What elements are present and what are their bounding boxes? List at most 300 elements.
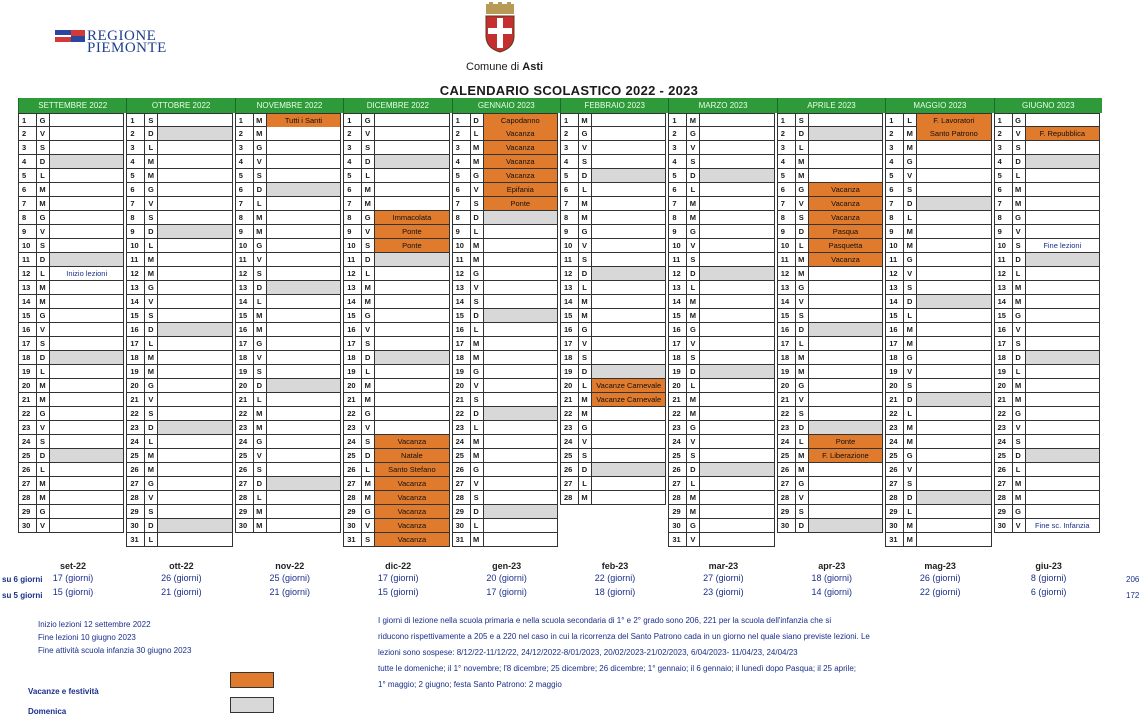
day-row (235, 267, 341, 281)
day-number: 19 (19, 365, 37, 378)
day-row (777, 519, 883, 533)
day-row (560, 169, 666, 183)
day-event (158, 197, 231, 210)
day-row (994, 239, 1100, 253)
day-row (343, 365, 449, 379)
day-row (452, 141, 558, 155)
day-row (777, 281, 883, 295)
weekday-letter: S (795, 211, 809, 224)
day-number: 8 (453, 211, 471, 224)
day-row (994, 113, 1100, 127)
weekday-letter: L (795, 239, 809, 252)
day-number: 1 (236, 114, 254, 127)
weekday-letter: D (686, 463, 700, 476)
weekday-letter: G (470, 169, 484, 182)
day-number: 13 (127, 281, 145, 294)
day-event (592, 253, 665, 266)
weekday-letter: V (578, 435, 592, 448)
day-row (994, 281, 1100, 295)
day-number: 18 (669, 351, 687, 364)
day-number: 24 (561, 435, 579, 448)
day-event: Vacanza (809, 253, 882, 266)
weekday-letter: D (1012, 253, 1026, 266)
day-number: 18 (778, 351, 796, 364)
day-row (560, 267, 666, 281)
day-event (484, 505, 557, 518)
weekday-letter: G (36, 407, 50, 420)
day-number: 6 (453, 183, 471, 196)
weekday-letter: M (686, 309, 700, 322)
day-number: 14 (19, 295, 37, 308)
weekday-letter: G (795, 281, 809, 294)
day-number: 6 (778, 183, 796, 196)
day-event (158, 407, 231, 420)
day-row (668, 379, 774, 393)
weekday-letter: S (253, 169, 267, 182)
day-number: 10 (19, 239, 37, 252)
day-row (994, 337, 1100, 351)
day-event (700, 239, 773, 252)
weekday-letter: V (470, 477, 484, 490)
day-number: 8 (344, 211, 362, 224)
weekday-letter: D (36, 351, 50, 364)
day-event (50, 337, 123, 350)
day-number: 14 (995, 295, 1013, 308)
day-number: 27 (669, 477, 687, 490)
weekday-letter: D (361, 253, 375, 266)
weekday-letter: V (144, 197, 158, 210)
day-row (994, 379, 1100, 393)
weekday-letter: S (903, 281, 917, 294)
day-row (18, 491, 124, 505)
day-event (917, 505, 990, 518)
day-event (50, 491, 123, 504)
day-number: 15 (669, 309, 687, 322)
day-number: 7 (886, 197, 904, 210)
day-row (777, 477, 883, 491)
day-number: 10 (995, 239, 1013, 252)
weekday-letter: S (795, 505, 809, 518)
day-number: 22 (127, 407, 145, 420)
weekday-letter: G (903, 253, 917, 266)
day-number: 7 (127, 197, 145, 210)
day-event (700, 421, 773, 434)
day-number: 5 (995, 169, 1013, 182)
day-number: 7 (995, 197, 1013, 210)
day-number: 27 (236, 477, 254, 490)
day-event (809, 127, 882, 140)
month-summary (895, 561, 985, 597)
day-row (452, 155, 558, 169)
day-event (700, 337, 773, 350)
day-row (885, 281, 991, 295)
day-row (235, 519, 341, 533)
day-event (484, 491, 557, 504)
day-row (452, 519, 558, 533)
day-event (158, 435, 231, 448)
weekday-letter: S (361, 533, 375, 546)
weekday-letter: V (1012, 519, 1026, 532)
day-row (343, 225, 449, 239)
day-event (484, 379, 557, 392)
day-event (50, 239, 123, 252)
weekday-letter: M (1012, 379, 1026, 392)
day-row (560, 365, 666, 379)
day-event (50, 127, 123, 140)
day-number: 18 (995, 351, 1013, 364)
day-row (18, 435, 124, 449)
day-row (668, 211, 774, 225)
note-infanzia: Fine attività scuola infanzia 30 giugno 2023 (38, 646, 192, 655)
day-event (592, 211, 665, 224)
day-number: 11 (561, 253, 579, 266)
weekday-letter: G (686, 225, 700, 238)
day-number: 24 (453, 435, 471, 448)
day-number: 24 (19, 435, 37, 448)
day-number: 14 (886, 295, 904, 308)
day-row (777, 435, 883, 449)
day-number: 13 (19, 281, 37, 294)
day-row (343, 505, 449, 519)
day-number: 18 (127, 351, 145, 364)
weekday-letter: V (253, 253, 267, 266)
day-row (235, 505, 341, 519)
comune-asti-logo (466, 2, 544, 73)
day-event (375, 155, 448, 168)
weekday-letter: M (1012, 393, 1026, 406)
day-event (1026, 253, 1099, 266)
day-event (267, 183, 340, 196)
day-row (885, 267, 991, 281)
day-row (452, 337, 558, 351)
day-event (158, 477, 231, 490)
day-number: 3 (453, 141, 471, 154)
weekday-letter: S (1012, 141, 1026, 154)
summary-six-days: 26 (giorni) (161, 573, 202, 583)
day-event (1026, 323, 1099, 336)
day-event (917, 351, 990, 364)
weekday-letter: G (36, 114, 50, 127)
day-event (375, 169, 448, 182)
day-event (267, 323, 340, 336)
day-event (50, 407, 123, 420)
day-event (158, 155, 231, 168)
day-row (994, 407, 1100, 421)
weekday-letter: D (686, 169, 700, 182)
day-number: 4 (995, 155, 1013, 168)
day-event (809, 337, 882, 350)
day-event (50, 114, 123, 127)
day-row (18, 253, 124, 267)
weekday-letter: M (686, 407, 700, 420)
day-row (18, 449, 124, 463)
day-number: 5 (19, 169, 37, 182)
day-event (700, 533, 773, 546)
weekday-letter: G (361, 211, 375, 224)
day-number: 17 (236, 337, 254, 350)
day-row (18, 225, 124, 239)
weekday-letter: M (144, 155, 158, 168)
weekday-letter: S (36, 337, 50, 350)
day-number: 10 (561, 239, 579, 252)
summary-six-days: 17 (giorni) (377, 573, 419, 583)
day-number: 4 (561, 155, 579, 168)
weekday-letter: L (578, 477, 592, 490)
day-row (126, 253, 232, 267)
day-number: 7 (236, 197, 254, 210)
day-event (158, 365, 231, 378)
day-number: 22 (886, 407, 904, 420)
weekday-letter: V (470, 183, 484, 196)
day-event (267, 169, 340, 182)
day-row (18, 141, 124, 155)
day-row (560, 127, 666, 141)
day-row (560, 491, 666, 505)
day-row (235, 407, 341, 421)
day-number: 28 (886, 491, 904, 504)
weekday-letter: D (578, 463, 592, 476)
day-number: 26 (236, 463, 254, 476)
day-row (235, 113, 341, 127)
day-number: 14 (127, 295, 145, 308)
weekday-letter: M (795, 155, 809, 168)
day-event (267, 225, 340, 238)
day-row (560, 379, 666, 393)
day-row (126, 281, 232, 295)
day-number: 20 (236, 379, 254, 392)
day-number: 19 (453, 365, 471, 378)
day-event (592, 155, 665, 168)
day-number: 19 (778, 365, 796, 378)
day-number: 12 (669, 267, 687, 280)
day-event (700, 351, 773, 364)
day-row (994, 505, 1100, 519)
day-row (668, 309, 774, 323)
day-number: 7 (453, 197, 471, 210)
weekday-letter: D (361, 449, 375, 462)
weekday-letter: V (36, 127, 50, 140)
day-number: 26 (453, 463, 471, 476)
day-number: 1 (344, 114, 362, 127)
day-number: 22 (344, 407, 362, 420)
day-row (18, 393, 124, 407)
day-number: 2 (561, 127, 579, 140)
day-row (994, 365, 1100, 379)
day-number: 5 (236, 169, 254, 182)
day-row (668, 505, 774, 519)
weekday-letter: M (903, 519, 917, 532)
day-event (50, 141, 123, 154)
day-number: 7 (778, 197, 796, 210)
day-row (452, 309, 558, 323)
weekday-letter: M (578, 114, 592, 127)
weekday-letter: M (470, 239, 484, 252)
weekday-letter: M (903, 435, 917, 448)
weekday-letter: V (36, 323, 50, 336)
day-number: 6 (995, 183, 1013, 196)
day-number: 28 (995, 491, 1013, 504)
weekday-letter: V (253, 155, 267, 168)
day-event (700, 225, 773, 238)
weekday-letter: L (36, 365, 50, 378)
day-row (994, 519, 1100, 533)
day-number: 12 (236, 267, 254, 280)
month-header-row (18, 98, 1102, 113)
weekday-letter: S (578, 351, 592, 364)
day-event (1026, 309, 1099, 322)
day-event (917, 323, 990, 336)
day-number: 28 (561, 491, 579, 504)
day-event (592, 309, 665, 322)
weekday-letter: V (686, 533, 700, 546)
day-event (50, 449, 123, 462)
day-row (126, 127, 232, 141)
day-number: 15 (453, 309, 471, 322)
legend-holiday-label: Vacanze e festività (28, 687, 99, 696)
weekday-letter: D (903, 197, 917, 210)
day-event (375, 295, 448, 308)
day-row (885, 337, 991, 351)
summary-six-days: 18 (giorni) (811, 573, 853, 583)
weekday-letter: D (578, 169, 592, 182)
day-number: 20 (344, 379, 362, 392)
day-row (777, 463, 883, 477)
day-number: 1 (669, 114, 687, 127)
weekday-letter: S (36, 141, 50, 154)
day-event: F. Repubblica (1026, 127, 1099, 140)
day-number: 27 (127, 477, 145, 490)
day-number: 20 (669, 379, 687, 392)
weekday-letter: V (578, 141, 592, 154)
day-number: 9 (19, 225, 37, 238)
day-event (484, 477, 557, 490)
day-number: 26 (561, 463, 579, 476)
weekday-letter: V (470, 281, 484, 294)
day-number: 9 (236, 225, 254, 238)
day-row (126, 519, 232, 533)
day-event: Vacanza (375, 505, 448, 518)
day-number: 26 (344, 463, 362, 476)
day-event: Vacanza (484, 141, 557, 154)
day-row (777, 449, 883, 463)
day-event (700, 183, 773, 196)
day-row (668, 113, 774, 127)
day-number: 13 (561, 281, 579, 294)
day-row (885, 379, 991, 393)
day-row (18, 351, 124, 365)
weekday-letter: V (36, 225, 50, 238)
day-number: 26 (19, 463, 37, 476)
month-header: MAGGIO 2023 (885, 98, 993, 113)
weekday-letter: S (144, 407, 158, 420)
day-number: 18 (886, 351, 904, 364)
month-header: APRILE 2023 (777, 98, 885, 113)
day-event: F. Lavoratori (917, 114, 990, 127)
day-event (700, 449, 773, 462)
day-event (917, 337, 990, 350)
day-number: 5 (453, 169, 471, 182)
weekday-letter: V (361, 323, 375, 336)
day-number: 15 (886, 309, 904, 322)
day-number: 3 (561, 141, 579, 154)
day-event (158, 127, 231, 140)
weekday-letter: V (1012, 323, 1026, 336)
weekday-letter: M (361, 197, 375, 210)
day-event (158, 183, 231, 196)
weekday-letter: M (144, 267, 158, 280)
day-number: 3 (669, 141, 687, 154)
day-row (452, 225, 558, 239)
day-event (809, 421, 882, 434)
day-row (668, 435, 774, 449)
calendar-grid (18, 98, 1102, 559)
day-row (777, 295, 883, 309)
day-number: 29 (453, 505, 471, 518)
weekday-letter: G (686, 421, 700, 434)
weekday-letter: V (686, 239, 700, 252)
summary-five-days: 18 (giorni) (594, 587, 636, 597)
weekday-letter: G (1012, 309, 1026, 322)
day-number: 15 (236, 309, 254, 322)
day-event (267, 239, 340, 252)
note-fine: Fine lezioni 10 giugno 2023 (38, 633, 136, 642)
weekday-letter: L (361, 267, 375, 280)
day-number: 18 (344, 351, 362, 364)
day-event (267, 379, 340, 392)
day-event (592, 337, 665, 350)
weekday-letter: M (470, 533, 484, 546)
day-event (1026, 197, 1099, 210)
weekday-letter: V (686, 435, 700, 448)
summary-month-label: mag-23 (924, 561, 956, 571)
day-row (777, 379, 883, 393)
weekday-letter: D (470, 505, 484, 518)
weekday-letter: S (36, 239, 50, 252)
day-event (375, 323, 448, 336)
weekday-letter: M (903, 337, 917, 350)
weekday-letter: M (795, 365, 809, 378)
day-event (917, 295, 990, 308)
day-row (560, 141, 666, 155)
day-row (343, 323, 449, 337)
weekday-letter: L (253, 491, 267, 504)
day-row (452, 183, 558, 197)
day-number: 31 (669, 533, 687, 546)
day-row (668, 323, 774, 337)
day-event (267, 127, 340, 140)
day-number: 12 (561, 267, 579, 280)
day-number: 12 (344, 267, 362, 280)
day-number: 23 (995, 421, 1013, 434)
weekday-letter: D (1012, 155, 1026, 168)
weekday-letter: S (686, 253, 700, 266)
day-row (452, 295, 558, 309)
month-summary (353, 561, 443, 597)
weekday-letter: M (795, 253, 809, 266)
day-row (885, 169, 991, 183)
day-event (700, 197, 773, 210)
weekday-letter: L (903, 505, 917, 518)
day-row (994, 351, 1100, 365)
weekday-letter: V (1012, 225, 1026, 238)
day-event (50, 295, 123, 308)
day-row (126, 365, 232, 379)
day-event: Epifania (484, 183, 557, 196)
day-number: 17 (19, 337, 37, 350)
day-row (343, 435, 449, 449)
day-row (235, 141, 341, 155)
day-row (777, 197, 883, 211)
